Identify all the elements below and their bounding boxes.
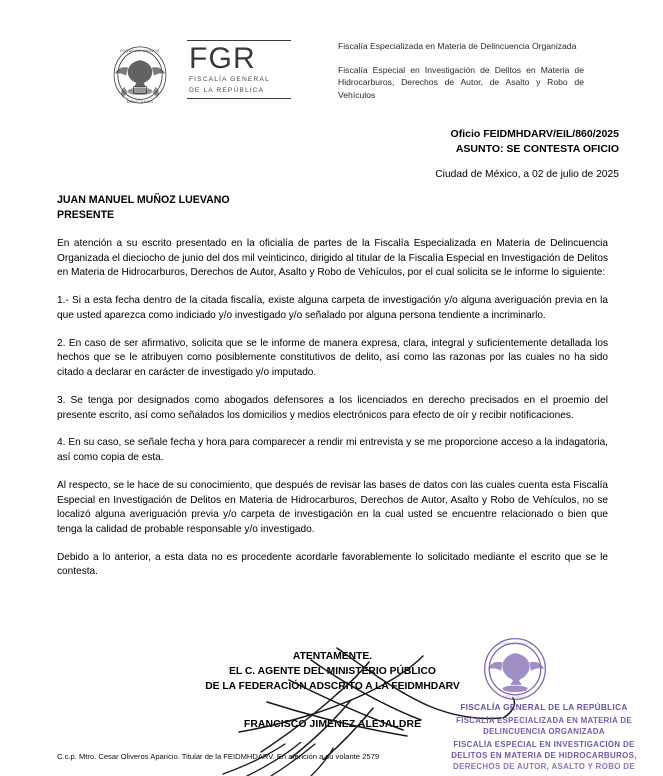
closing-line-1: ATENTAMENTE.	[292, 651, 373, 662]
oficio-reference	[0, 127, 619, 157]
fgr-wordmark	[187, 36, 291, 99]
oficio-number: Oficio FEIDMHDARV/EIL/860/2025	[450, 128, 619, 140]
seal-text-line-5: DELITOS EN MATERIA DE HIDROCARBUROS,	[451, 751, 637, 760]
seal-text-line-2: FISCALÍA ESPECIALIZADA EN MATERIA DE	[456, 716, 632, 725]
svg-text:ESTADOS UNIDOS: ESTADOS UNIDOS	[120, 48, 160, 54]
closing-block	[57, 650, 608, 695]
letterhead	[0, 32, 663, 142]
closing-line-3: DE LA FEDERACIÓN ADSCRITO A LA FEIDMHDARV	[205, 680, 460, 692]
fgr-logo-block	[103, 36, 291, 112]
addressee-status: PRESENTE	[57, 209, 115, 222]
closing-line-2: EL C. AGENTE DEL MINISTERIO PÚBLICO	[229, 665, 436, 677]
svg-text:ESTADOS UNIDOS: ESTADOS UNIDOS	[497, 641, 533, 647]
addressee-name: JUAN MANUEL MUÑOZ LUEVANO	[57, 194, 230, 206]
paragraph-item-1: 1.- Si a esta fecha dentro de la citada fiscalía, existe alguna carpeta de investigación y/o alguna averiguación previa en la que usted aparezca como indiciado y/o investigado y/o señalado por alguna persona tendiente a incriminarlo.	[57, 295, 608, 321]
place-and-date: Ciudad de México, a 02 de julio de 2025	[435, 169, 619, 180]
footer-ccp: C.c.p. Mtro. Cesar Oliveros Aparicio. Titular de la FEIDMHDARV. En atención a su volante 2579	[57, 752, 380, 761]
paragraph-intro: En atención a su escrito presentado en la oficialía de partes de la Fiscalía Especializada en Materia de Delincuencia Organizada el dieciocho de junio del dos mil veinticinco, dirigido al titular de la Fiscalía Especial en Investigación de Delitos en Materia de Hidrocarburos, Derechos de Autor, Asalto y Robo de Vehículos, por el cual solicita se le informe lo siguiente:	[57, 238, 608, 279]
paragraph-item-3: 3. Se tenga por designados como abogados defensores a los licenciados en derecho precisados en el proemio del presente escrito, así como señalados los domicilios y medios electrónicos para efecto de oír y recibir notificaciones.	[57, 394, 608, 421]
signer-name: FRANCISCO JIMENEZ ALEJALDRE	[243, 719, 422, 730]
office-line-2: Fiscalía Especial en Investigación de Delitos en Materia de Hidrocarburos, Derechos de Autor, de Asalto y Robo de Vehículos	[338, 64, 584, 101]
svg-text:MEXICANOS: MEXICANOS	[126, 99, 154, 105]
svg-text:MEXICANOS: MEXICANOS	[503, 694, 527, 700]
mexican-coat-of-arms-icon	[103, 38, 177, 112]
seal-text-line-3: DELINCUENCIA ORGANIZADA	[483, 727, 605, 736]
document-body	[57, 237, 608, 593]
paragraph-conclusion: Debido a lo anterior, a esta data no es procedente acordarle favorablemente lo solicitado mediante el escrito que se le contesta.	[57, 551, 608, 578]
fgr-rule-bottom	[187, 98, 291, 99]
fgr-institution-line-2: DE LA REPÚBLICA	[189, 87, 265, 95]
fgr-acronym: FGR	[189, 42, 256, 75]
paragraph-response: Al respecto, se le hace de su conocimiento, que después de revisar las bases de datos con las cuales cuenta esta Fiscalía Especial en Investigación de Delitos en Materia de Hidrocarburos, Derechos de Autor, Asalto y Robo de Vehículos, no se localizó alguna averiguación previa y/o carpeta de investigación en la cual usted se encuentre relacionado o bien que tenga la calidad de probable responsable y/o investigado.	[57, 479, 608, 536]
office-line-1: Fiscalía Especializada en Materia de Delincuencia Organizada	[338, 41, 577, 51]
seal-text-line-6: DERECHOS DE AUTOR, ASALTO Y ROBO DE	[453, 762, 635, 771]
office-designation	[338, 40, 584, 113]
oficio-subject: ASUNTO: SE CONTESTA OFICIO	[455, 143, 619, 156]
seal-text-line-4: FISCALÍA ESPECIAL EN INVESTIGACIÓN DE	[453, 740, 635, 749]
seal-text-line-1: FISCALÍA GENERAL DE LA REPÚBLICA	[460, 703, 628, 712]
addressee-block	[57, 193, 230, 223]
paragraph-item-2: 2. En caso de ser afirmativo, solicita que se le informe de manera expresa, clara, integral y suficientemente detallada los hechos que se le atribuyen como posiblemente constitutivos de delito, así como las razonas por las cuales no ha sido citado a declarar en carácter de investigado y/o imputado.	[57, 337, 608, 379]
paragraph-item-4: 4. En su caso, se señale fecha y hora para comparecer a rendir mi entrevista y se me proporcione acceso a la indagatoria, así como copia de esta.	[57, 437, 608, 464]
fgr-institution-line-1: FISCALÍA GENERAL	[189, 76, 270, 84]
